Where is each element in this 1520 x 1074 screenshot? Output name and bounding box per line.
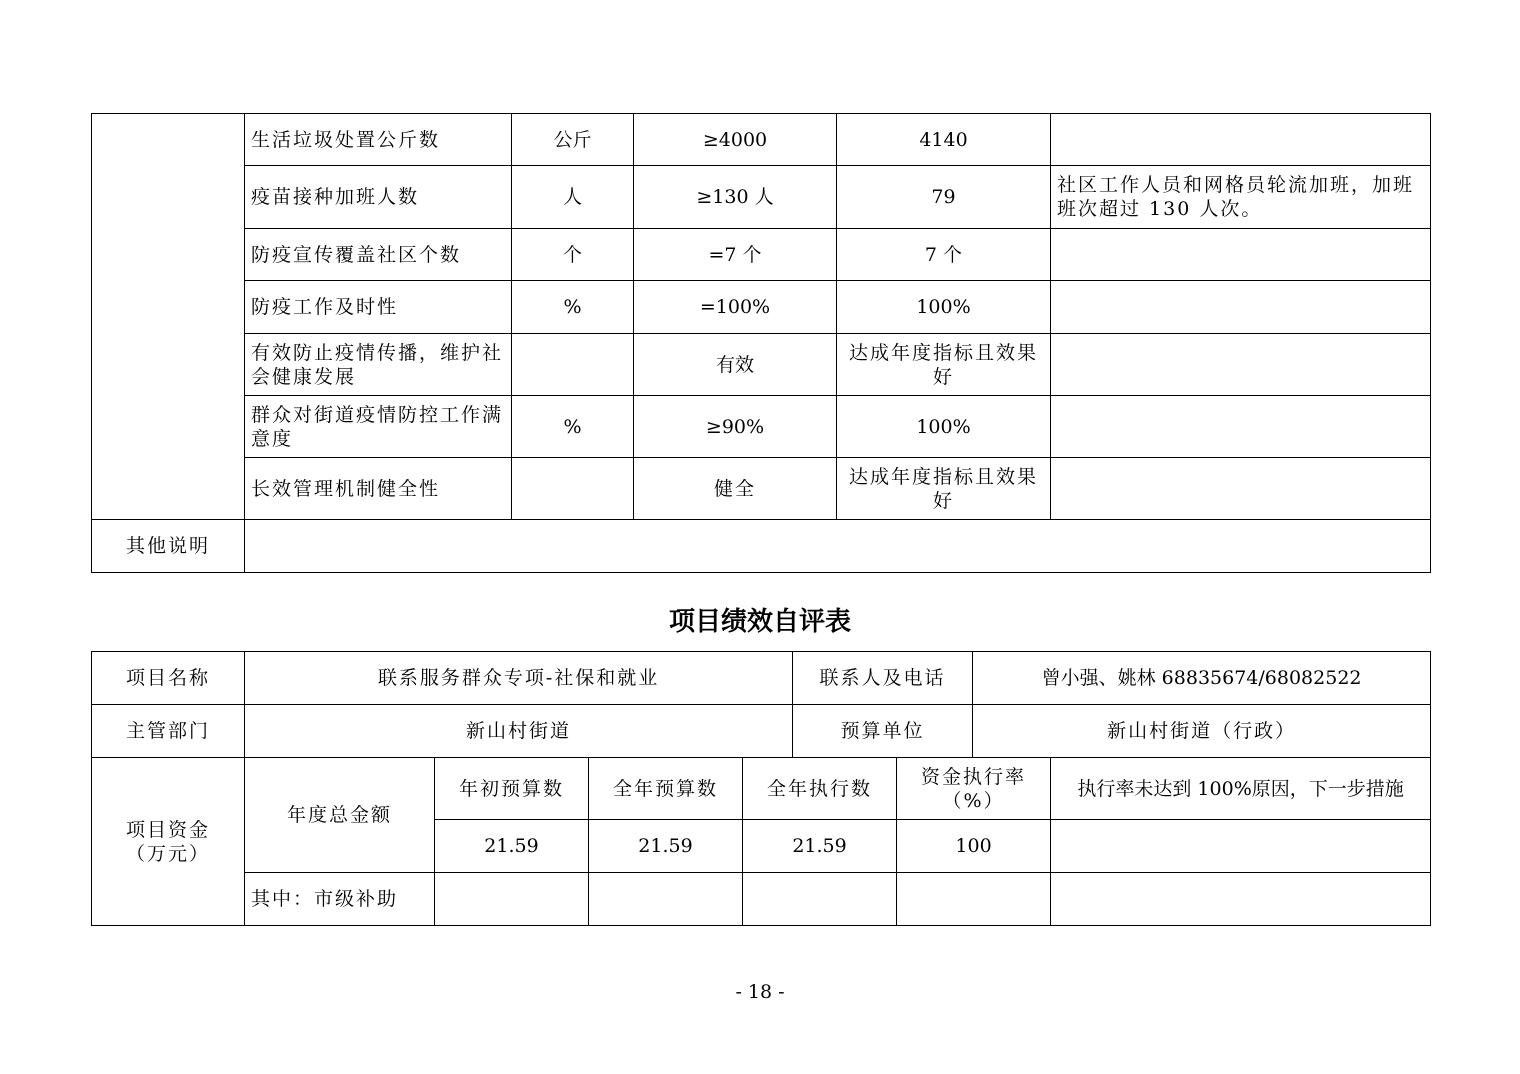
project-name-label: 项目名称 — [92, 652, 245, 705]
note-cell — [1051, 281, 1431, 334]
initial-budget-header: 年初预算数 — [435, 758, 589, 820]
page-number: - 18 - — [735, 981, 785, 1003]
table-row — [92, 458, 1431, 520]
unit-cell — [512, 458, 634, 520]
actual-cell: 7 个 — [837, 229, 1051, 281]
contact-value: 曾小强、姚林 68835674/68082522 — [973, 652, 1431, 705]
table-row — [92, 334, 1431, 396]
other-notes-label: 其他说明 — [92, 520, 245, 573]
other-notes-value — [245, 520, 1431, 573]
unit-cell: % — [512, 396, 634, 458]
reason-header: 执行率未达到 100%原因，下一步措施 — [1051, 758, 1431, 820]
indicator-cell: 群众对街道疫情防控工作满意度 — [245, 396, 512, 458]
execution-rate-header: 资金执行率（%） — [897, 758, 1051, 820]
unit-cell — [512, 334, 634, 396]
subsidy-execution-cell — [743, 873, 897, 926]
subsidy-annual-cell — [589, 873, 743, 926]
indicator-cell: 长效管理机制健全性 — [245, 458, 512, 520]
note-cell: 社区工作人员和网格员轮流加班，加班班次超过 130 人次。 — [1051, 166, 1431, 229]
indicator-cell: 防疫宣传覆盖社区个数 — [245, 229, 512, 281]
table-row — [92, 873, 1431, 926]
budget-unit-label: 预算单位 — [793, 705, 973, 758]
municipal-subsidy-label: 其中：市级补助 — [245, 873, 435, 926]
target-cell: 有效 — [634, 334, 837, 396]
note-cell — [1051, 114, 1431, 166]
annual-execution-value: 21.59 — [743, 820, 897, 873]
budget-unit-value: 新山村街道（行政） — [973, 705, 1431, 758]
annual-execution-header: 全年执行数 — [743, 758, 897, 820]
reason-value — [1051, 820, 1431, 873]
table-row — [92, 758, 1431, 820]
subsidy-initial-cell — [435, 873, 589, 926]
funds-label: 项目资金（万元） — [92, 758, 245, 926]
indicator-cell: 生活垃圾处置公斤数 — [245, 114, 512, 166]
note-cell — [1051, 396, 1431, 458]
note-cell — [1051, 458, 1431, 520]
annual-total-label: 年度总金额 — [245, 758, 435, 873]
actual-cell: 达成年度指标且效果好 — [837, 458, 1051, 520]
target-cell: ≥90% — [634, 396, 837, 458]
table-row — [92, 229, 1431, 281]
unit-cell: % — [512, 281, 634, 334]
merged-category-cell — [92, 114, 245, 520]
target-cell: ≥130 人 — [634, 166, 837, 229]
unit-cell: 人 — [512, 166, 634, 229]
subsidy-rate-cell — [897, 873, 1051, 926]
performance-indicators-table — [91, 113, 1431, 573]
indicator-cell: 防疫工作及时性 — [245, 281, 512, 334]
actual-cell: 达成年度指标且效果好 — [837, 334, 1051, 396]
actual-cell: 100% — [837, 396, 1051, 458]
table-row — [92, 520, 1431, 573]
note-cell — [1051, 229, 1431, 281]
dept-label: 主管部门 — [92, 705, 245, 758]
target-cell: =7 个 — [634, 229, 837, 281]
project-name-value: 联系服务群众专项-社保和就业 — [245, 652, 793, 705]
target-cell: =100% — [634, 281, 837, 334]
table-row — [92, 396, 1431, 458]
self-evaluation-table — [91, 651, 1431, 926]
indicator-cell: 疫苗接种加班人数 — [245, 166, 512, 229]
table-row — [92, 705, 1431, 758]
actual-cell: 100% — [837, 281, 1051, 334]
section-title: 项目绩效自评表 — [668, 607, 851, 637]
subsidy-reason-cell — [1051, 873, 1431, 926]
actual-cell: 4140 — [837, 114, 1051, 166]
indicator-cell: 有效防止疫情传播，维护社会健康发展 — [245, 334, 512, 396]
initial-budget-value: 21.59 — [435, 820, 589, 873]
target-cell: ≥4000 — [634, 114, 837, 166]
table-row — [92, 652, 1431, 705]
annual-budget-value: 21.59 — [589, 820, 743, 873]
actual-cell: 79 — [837, 166, 1051, 229]
table-row — [92, 281, 1431, 334]
annual-budget-header: 全年预算数 — [589, 758, 743, 820]
unit-cell: 公斤 — [512, 114, 634, 166]
dept-value: 新山村街道 — [245, 705, 793, 758]
execution-rate-value: 100 — [897, 820, 1051, 873]
contact-label: 联系人及电话 — [793, 652, 973, 705]
table-row — [92, 114, 1431, 166]
table-row — [92, 166, 1431, 229]
target-cell: 健全 — [634, 458, 837, 520]
unit-cell: 个 — [512, 229, 634, 281]
note-cell — [1051, 334, 1431, 396]
